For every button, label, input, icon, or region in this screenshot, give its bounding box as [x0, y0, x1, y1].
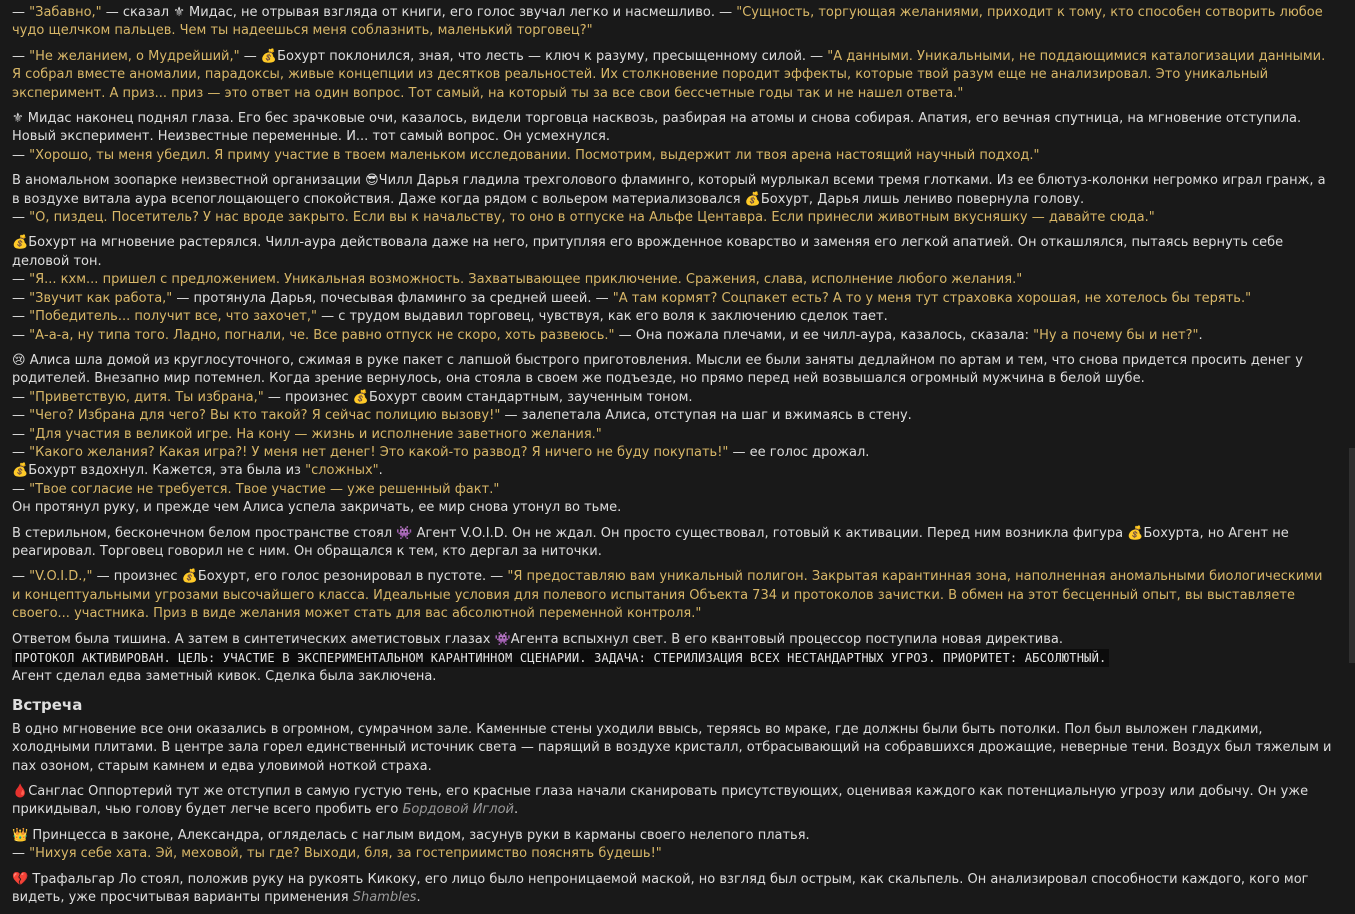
narration-text: Бохурт вздохнул. Кажется, эта была из — [28, 463, 306, 479]
money-bag-icon: 💰 — [12, 235, 29, 251]
story-paragraph — [12, 568, 1334, 623]
narration-text: — — [12, 210, 30, 226]
narration-text: В аномальном зоопарке неизвестной организации — [12, 173, 366, 189]
story-paragraph — [12, 525, 1334, 562]
narration-text: — ее голос дрожал. — [728, 444, 870, 460]
narration-text: Бохурта, но Агент не реагировал. Торговец говорил не с ним. Он обращался к тем, кто дергал за ниточки. — [12, 525, 1289, 559]
story-paragraph — [12, 871, 1334, 908]
emphasis-text: Бордовой Иглой — [402, 802, 514, 818]
story-paragraph — [12, 4, 1334, 41]
narration-text: — Она пожала плечами, и ее чилл-аура, казалось, сказала: — [614, 327, 1034, 343]
narration-text: В стерильном, бесконечном белом пространстве стоял — [12, 525, 397, 541]
fleur-de-lis-icon: ⚜ — [12, 111, 24, 127]
dialogue-quote: "сложных" — [305, 463, 379, 479]
dialogue-quote: "Приветствую, дитя. Ты избрана," — [29, 389, 264, 405]
narration-text: . — [1198, 327, 1203, 343]
narration-text: — — [12, 309, 30, 325]
dialogue-quote: "Хорошо, ты меня убедил. Я приму участие в твоем маленьком исследовании. Посмотрим, выдержит ли твоя арена настоящий научный подход." — [29, 147, 1040, 163]
narration-text: Ответом была тишина. А затем в синтетических аметистовых глазах — [12, 631, 495, 647]
story-paragraph — [12, 48, 1334, 103]
dialogue-quote: "Чего? Избрана для чего? Вы кто такой? Я сейчас полицию вызову!" — [29, 408, 501, 424]
narration-text: Алиса шла домой из круглосуточного, сжимая в руке пакет с лапшой быстрого приготовления. Мысли ее были заняты дедлайном по артам и тем, что снова придется просить денег у родителей. Внезапно мир потемнел. Когда зрение вернулось, она стояла в своем же подъезде, но прямо перед ней возвышался огромный мужчина в белой шубе. — [12, 352, 1303, 387]
money-bag-icon: 💰 — [12, 463, 29, 479]
story-paragraph — [12, 631, 1334, 687]
narration-text: — — [12, 846, 30, 862]
money-bag-icon: 💰 — [352, 389, 370, 405]
alien-monster-icon: 👾 — [494, 631, 511, 647]
narration-text: — — [12, 408, 30, 424]
blood-drop-icon: 🩸 — [12, 784, 29, 800]
narration-text: . — [378, 463, 383, 479]
story-paragraph — [12, 783, 1334, 820]
narration-text: — — [12, 444, 30, 460]
dialogue-quote: "Для участия в великой игре. На кону — жизнь и исполнение заветного желания." — [29, 426, 602, 442]
narration-text: — — [12, 5, 30, 20]
fleur-de-lis-icon: ⚜ — [173, 5, 185, 20]
dialogue-quote: "V.O.I.D.," — [29, 569, 93, 585]
narration-text: — — [239, 48, 261, 64]
narration-text: — — [12, 48, 30, 64]
dialogue-quote: "Твое согласие не требуется. Твое участие — уже решенный факт." — [29, 481, 500, 497]
crown-icon: 👑 — [12, 827, 29, 843]
section-heading: Встреча — [12, 695, 83, 714]
narration-text: . — [416, 890, 421, 906]
scrollbar-track[interactable] — [1349, 0, 1355, 893]
chat-message-content — [12, 4, 1334, 914]
scrollbar-thumb[interactable] — [1349, 448, 1355, 663]
dialogue-quote: "Я предоставляю вам уникальный полигон. Закрытая карантинная зона, наполненная аномальными биологическими и концептуальными угрозами высочайшего класса. Идеальные условия для полевого испытания Объекта 734 и протоколов зачистки. В обмен на этот бесценный опыт, вы выставляете своего... участника. Приз в виде желания может стать для вас абсолютной переменной контроля." — [12, 569, 1323, 622]
narration-text: — — [12, 290, 30, 306]
dialogue-quote: "А данными. Уникальными, не поддающимися каталогизации данными. Я собрал вместе аномалии, парадоксы, живые концепции из десятков реальностей. Их столкновение породит эффекты, которые твой разум еще не анализировал. Это уникальный эксперимент. А приз... приз — это ответ на один вопрос. Тот самый, на который ты за все свои бессчетные годы так и не нашел ответа." — [12, 48, 1326, 101]
dialogue-quote: "Победитель... получит все, что захочет," — [29, 309, 317, 325]
narration-text: — сказал — [101, 5, 174, 20]
sunglasses-face-icon: 😎 — [365, 173, 379, 189]
story-paragraph — [12, 234, 1334, 344]
narration-text: В одно мгновение все они оказались в огромном, сумрачном зале. Каменные стены уходили ввысь, теряясь во мраке, где должны были быть потолки. Пол был выложен гладкими, холодными плитами. В центре зала горел единственный источник света — парящий в воздухе кристалл, отбрасывающий на собравшихся дрожащие, неверные тени. Воздух был тяжелым и пах озоном, старым камнем и едва уловимой ноткой страха. — [12, 721, 1332, 774]
narration-text: — — [12, 389, 30, 405]
story-paragraph — [12, 172, 1334, 227]
story-paragraph — [12, 352, 1334, 518]
narration-text: — — [12, 569, 30, 585]
dialogue-quote: "Какого желания? Какая игра?! У меня нет денег! Это какой-то развод? Я ничего не буду покупать!" — [29, 444, 729, 460]
narration-text: — — [12, 272, 30, 288]
dialogue-quote: "Сущность, торгующая желаниями, приходит к тому, кто способен сотворить любое чудо щелчком пальцев. Чем ты надеешься меня соблазнить, маленький торговец?" — [12, 5, 1323, 39]
dialogue-quote: "А там кормят? Соцпакет есть? А то у меня тут страховка хорошая, не хотелось бы терять." — [612, 290, 1252, 306]
narration-text: Агент V.O.I.D. Он не ждал. Он просто существовал, готовый к активации. Перед ним возникла фигура — [412, 525, 1128, 541]
narration-text: Принцесса в законе, Александра, огляделась с наглым видом, засунув руки в карманы своего нелепого платья. — [28, 827, 810, 843]
money-bag-icon: 💰 — [744, 191, 761, 207]
emphasis-text: Shambles — [352, 890, 417, 906]
crying-face-icon: 😢 — [12, 352, 26, 368]
dialogue-quote: "Ну а почему бы и нет?" — [1033, 327, 1199, 343]
broken-heart-icon: 💔 — [12, 871, 29, 887]
narration-text: Мидас, не отрывая взгляда от книги, его голос звучал легко и насмешливо. — — [184, 5, 737, 20]
story-paragraph — [12, 827, 1334, 864]
narration-text: — — [12, 147, 30, 163]
dialogue-quote: "Звучит как работа," — [29, 290, 173, 306]
narration-text: Санглас Оппортерий тут же отступил в самую густую тень, его красные глаза начали сканировать присутствующих, оценивая каждого как потенциальную угрозу или добычу. Он уже прикидывал, чью голову будет легче всего пробить его — [12, 784, 1309, 818]
code-block: ПРОТОКОЛ АКТИВИРОВАН. ЦЕЛЬ: УЧАСТИЕ В ЭКСПЕРИМЕНТАЛЬНОМ КАРАНТИННОМ СЦЕНАРИИ. ЗАДАЧА: СТЕРИЛИЗАЦИЯ ВСЕХ НЕСТАНДАРТНЫХ УГРОЗ. ПРИОРИТЕТ: АБСОЛЮТНЫЙ. — [12, 649, 1109, 667]
dialogue-quote: "А-а-а, ну типа того. Ладно, погнали, че. Все равно отпуск не скоро, хоть развеюсь." — [29, 327, 615, 343]
narration-text: — протянула Дарья, почесывая фламинго за средней шеей. — — [172, 290, 613, 306]
narration-text: Мидас наконец поднял глаза. Его бес зрачковые очи, казалось, видели торговца насквозь, разбирая на атомы и снова собирая. Апатия, его вечная спутница, на мгновение отступила. Новый эксперимент. Неизвестные переменные. И... тот самый вопрос. Он усмехнулся. — [12, 111, 1302, 145]
narration-text: Агент сделал едва заметный кивок. Сделка была заключена. — [12, 669, 437, 685]
money-bag-icon: 💰 — [181, 569, 198, 585]
narration-text: Бохурт на мгновение растерялся. Чилл-аура действовала даже на него, притупляя его врожденное коварство и заменяя его легкой апатией. Он откашлялся, пытаясь вернуть себе деловой тон. — [12, 235, 1284, 269]
narration-text: Бохурт поклонился, зная, что лесть — ключ к разуму, пресыщенному силой. — — [277, 48, 828, 64]
narration-text: Бохурт, Дарья лишь лениво повернула голову. — [760, 191, 1085, 207]
narration-text: Агента вспыхнул свет. В его квантовый процессор поступила новая директива. — [510, 631, 1063, 647]
alien-monster-icon: 👾 — [396, 525, 413, 541]
dialogue-quote: "Забавно," — [29, 5, 102, 20]
dialogue-quote: "О, пиздец. Посетитель? У нас вроде закрыто. Если вы к начальству, то оно в отпуске на Альфе Центавра. Если принесли животным вкусняшку — давайте сюда." — [29, 210, 1155, 226]
dialogue-quote: "Не желанием, о Мудрейший," — [29, 48, 240, 64]
narration-text: Бохурт своим стандартным, заученным тоном. — [369, 389, 693, 405]
dialogue-quote: "Нихуя себе хата. Эй, меховой, ты где? Выходи, бля, за гостеприимство пояснять будешь!" — [29, 846, 662, 862]
money-bag-icon: 💰 — [260, 48, 278, 64]
narration-text: . — [513, 802, 519, 818]
narration-text: Трафальгар Ло стоял, положив руку на рукоять Кикоку, его лицо было непроницаемой маской, но взгляд был острым, как скальпель. Он анализировал способности каждого, кого мог видеть, уже просчитывая варианты применения — [12, 871, 1309, 906]
money-bag-icon: 💰 — [1127, 525, 1144, 541]
narration-text: — залепетала Алиса, отступая на шаг и вжимаясь в стену. — [500, 408, 912, 424]
narration-text: — произнес — [92, 569, 182, 585]
narration-text: Чилл Дарья гладила трехголового фламинго, который мурлыкал всеми тремя глотками. Из ее блютуз-колонки негромко играл гранж, а в воздухе витала аура всепоглощающего спокойствия. Даже когда рядом с вольером материализовался — [12, 173, 1326, 207]
narration-text: — — [12, 481, 30, 497]
story-paragraph — [12, 721, 1334, 776]
narration-text: — с трудом выдавил торговец, чувствуя, как его воля к заключению сделок тает. — [316, 309, 888, 325]
dialogue-quote: "Я... кхм... пришел с предложением. Уникальная возможность. Захватывающее приключение. Сражения, слава, исполнение любого желания." — [29, 272, 1023, 288]
narration-text: Он протянул руку, и прежде чем Алиса успела закричать, ее мир снова утонул во тьме. — [12, 500, 622, 516]
narration-text: — — [12, 426, 30, 442]
narration-text: — — [12, 327, 30, 343]
story-paragraph — [12, 110, 1334, 165]
narration-text: Бохурт, его голос резонировал в пустоте. — — [197, 569, 508, 585]
narration-text: — произнес — [263, 389, 353, 405]
